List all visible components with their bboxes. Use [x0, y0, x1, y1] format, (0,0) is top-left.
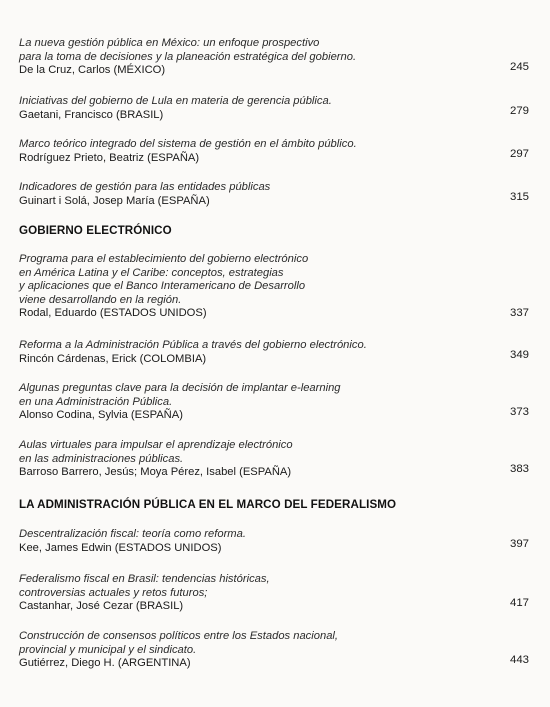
entry-title-line: Iniciativas del gobierno de Lula en materia de gerencia pública.: [19, 95, 332, 107]
toc-entry: [19, 439, 529, 480]
entry-title-line: Aulas virtuales para impulsar el aprendizaje electrónico: [19, 439, 293, 451]
entry-title-line: en América Latina y el Caribe: conceptos, estrategias: [19, 266, 284, 279]
entry-page-number: 349: [509, 349, 529, 361]
entry-title: [19, 528, 419, 542]
toc-entry: [19, 37, 529, 78]
entry-page-number: 315: [509, 191, 529, 203]
entry-page-number: 297: [509, 148, 529, 160]
entry-title: [19, 37, 419, 64]
section-heading: LA ADMINISTRACIÓN PÚBLICA EN EL MARCO DEL FEDERALISMO: [19, 498, 397, 511]
toc-entry: [19, 382, 529, 423]
entry-title-line: Reforma a la Administración Pública a través del gobierno electrónico.: [19, 339, 367, 351]
toc-entry: [19, 528, 529, 555]
entry-title-line: provincial y municipal y el sindicato.: [19, 643, 197, 656]
entry-page-number: 245: [509, 61, 529, 73]
entry-title-line: viene desarrollando en la región.: [19, 293, 182, 306]
entry-author: Gaetani, Francisco (BRASIL): [19, 108, 164, 121]
entry-title-line: controversias actuales y retos futuros;: [19, 586, 208, 599]
entry-title-line: Programa para el establecimiento del gobierno electrónico: [19, 253, 309, 265]
entry-title-line: para la toma de decisiones y la planeación estratégica del gobierno.: [19, 50, 357, 63]
entry-author: Rodríguez Prieto, Beatriz (ESPAÑA): [19, 151, 200, 164]
entry-title-line: y aplicaciones que el Banco Interamericano de Desarrollo: [19, 280, 306, 293]
toc-entry: [19, 253, 529, 321]
entry-author: Barroso Barrero, Jesús; Moya Pérez, Isabel (ESPAÑA): [19, 466, 292, 479]
entry-author: Guinart i Solá, Josep María (ESPAÑA): [19, 194, 210, 207]
entry-author: Rincón Cárdenas, Erick (COLOMBIA): [19, 352, 207, 365]
entry-title: [19, 339, 419, 353]
entry-title: [19, 630, 419, 657]
entry-page-number: 383: [509, 463, 529, 475]
entry-author: Gutiérrez, Diego H. (ARGENTINA): [19, 657, 191, 670]
entry-title-line: Descentralización fiscal: teoría como reforma.: [19, 528, 246, 540]
entry-title-line: La nueva gestión pública en México: un enfoque prospectivo: [19, 37, 320, 49]
toc-entry: [19, 339, 529, 366]
entry-page-number: 397: [509, 538, 529, 550]
entry-title-line: en una Administración Pública.: [19, 395, 173, 408]
entry-title: [19, 95, 419, 109]
entry-page-number: 373: [509, 406, 529, 418]
entry-title-line: en las administraciones públicas.: [19, 452, 184, 465]
toc-entry: [19, 181, 529, 208]
entry-page-number: 337: [509, 307, 529, 319]
entry-title-line: Federalismo fiscal en Brasil: tendencias históricas,: [19, 573, 270, 585]
entry-title: [19, 253, 419, 307]
entry-page-number: 417: [509, 597, 529, 609]
entry-title: [19, 382, 419, 409]
toc-entry: [19, 95, 529, 122]
toc-entry: [19, 138, 529, 165]
entry-title: [19, 573, 419, 600]
entry-author: Alonso Codina, Sylvia (ESPAÑA): [19, 409, 183, 422]
toc-entry: [19, 630, 529, 671]
entry-author: De la Cruz, Carlos (MÉXICO): [19, 64, 166, 77]
entry-page-number: 443: [509, 654, 529, 666]
entry-title-line: Algunas preguntas clave para la decisión de implantar e-learning: [19, 382, 341, 394]
entry-title: [19, 439, 419, 466]
toc-entry: [19, 573, 529, 614]
entry-author: Castanhar, José Cezar (BRASIL): [19, 600, 184, 613]
section-heading: GOBIERNO ELECTRÓNICO: [19, 224, 172, 237]
entry-author: Kee, James Edwin (ESTADOS UNIDOS): [19, 541, 222, 554]
entry-title: [19, 181, 419, 195]
entry-title-line: Construcción de consensos políticos entre los Estados nacional,: [19, 630, 339, 642]
entry-title: [19, 138, 419, 152]
entry-page-number: 279: [509, 105, 529, 117]
entry-title-line: Marco teórico integrado del sistema de gestión en el ámbito público.: [19, 138, 357, 150]
entry-title-line: Indicadores de gestión para las entidades públicas: [19, 181, 271, 193]
entry-author: Rodal, Eduardo (ESTADOS UNIDOS): [19, 307, 207, 320]
